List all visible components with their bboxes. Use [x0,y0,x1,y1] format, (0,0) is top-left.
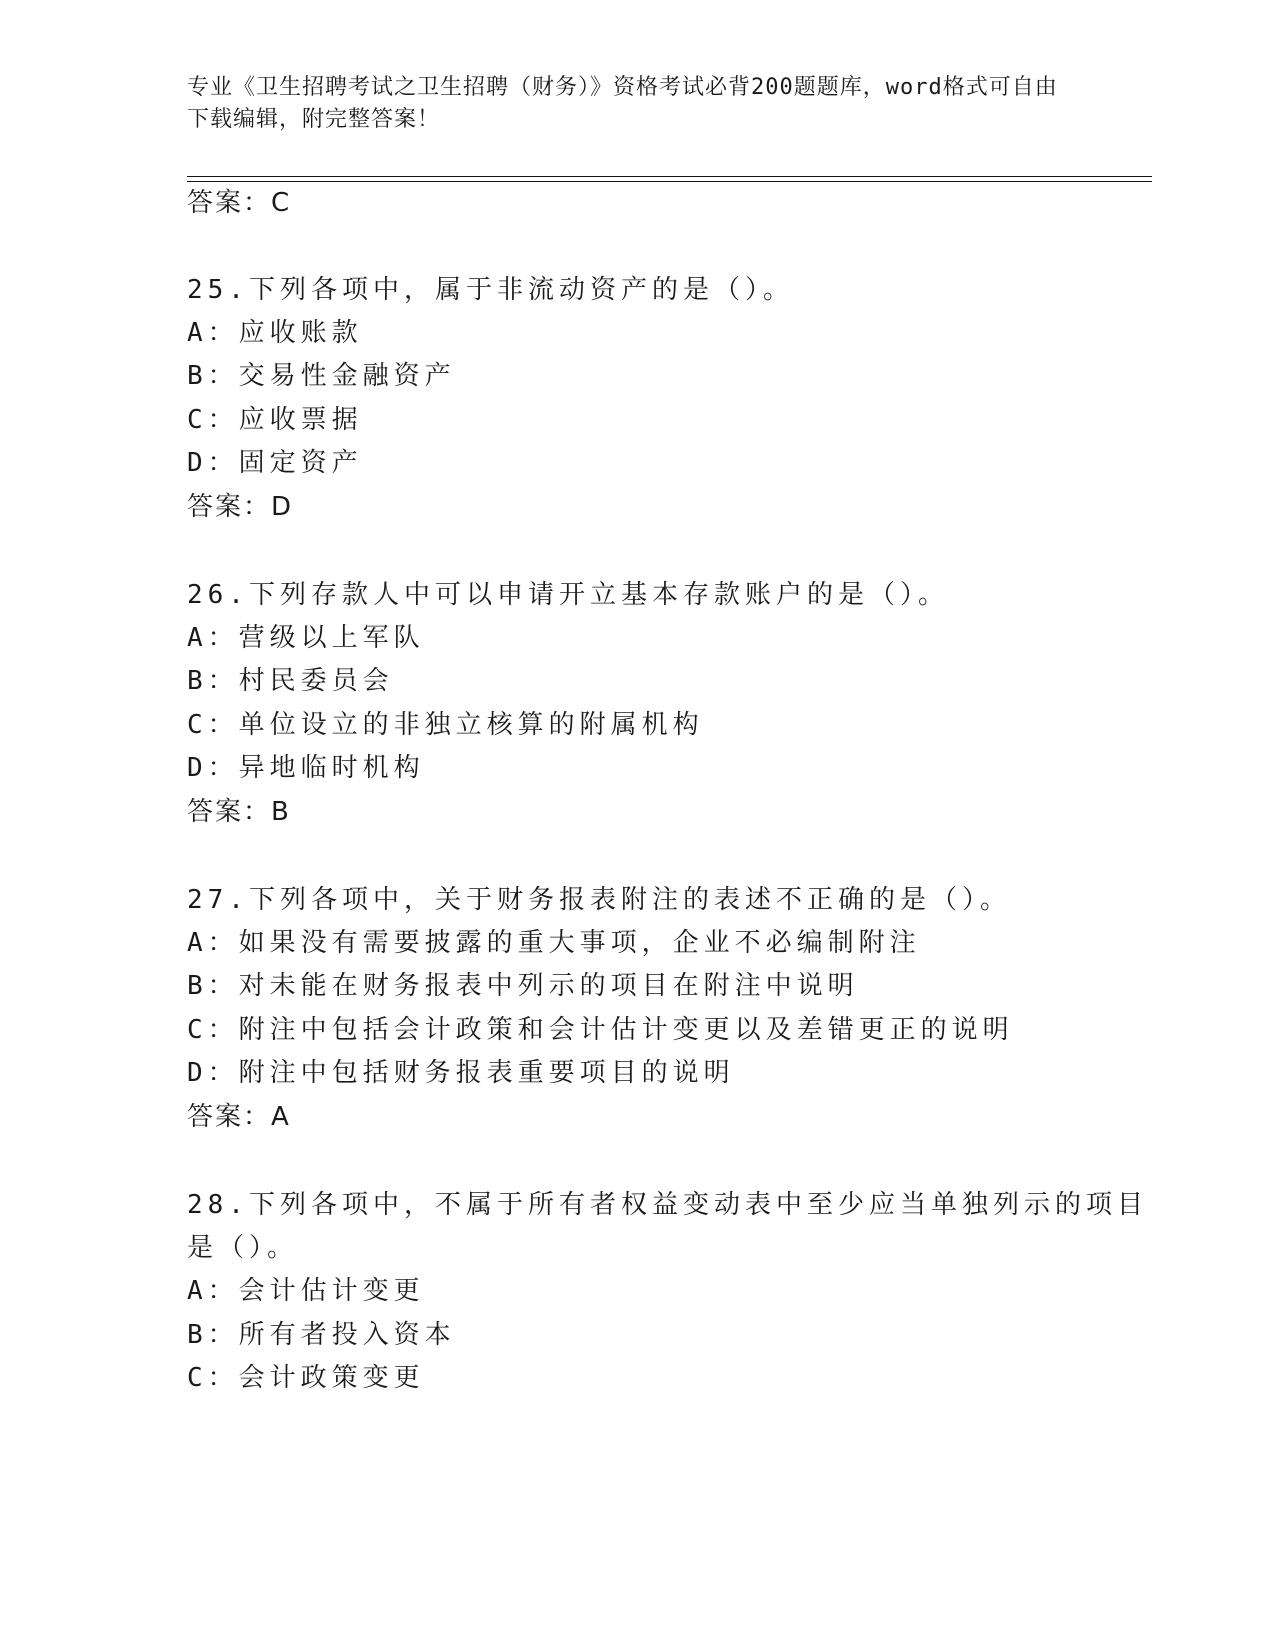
answer-24: 答案：C [187,188,292,218]
question-28-option-c: C：会计政策变更 [187,1363,425,1393]
question-26-option-b: B：村民委员会 [187,666,394,696]
question-25-option-d: D：固定资产 [187,448,363,478]
question-26-option-c: C：单位设立的非独立核算的附属机构 [187,710,704,740]
question-27-stem: 27.下列各项中，关于财务报表附注的表述不正确的是（）。 [187,885,1011,915]
question-25-option-c: C：应收票据 [187,405,363,435]
header-rule-top [187,176,1152,177]
question-27-option-c: C：附注中包括会计政策和会计估计变更以及差错更正的说明 [187,1015,1014,1045]
question-28-stem: 28.下列各项中，不属于所有者权益变动表中至少应当单独列示的项目 [187,1190,1148,1220]
question-26-stem: 26.下列存款人中可以申请开立基本存款账户的是（）。 [187,580,949,610]
answer-27: 答案：A [187,1102,291,1132]
question-25-stem: 25.下列各项中，属于非流动资产的是（）。 [187,275,794,305]
question-25-option-a: A：应收账款 [187,318,363,348]
question-27-option-b: B：对未能在财务报表中列示的项目在附注中说明 [187,971,859,1001]
question-26-option-a: A：营级以上军队 [187,623,425,653]
answer-26: 答案：B [187,797,291,827]
question-27-option-a: A：如果没有需要披露的重大事项，企业不必编制附注 [187,928,921,958]
question-27-option-d: D：附注中包括财务报表重要项目的说明 [187,1058,735,1088]
question-28-option-b: B：所有者投入资本 [187,1320,456,1350]
question-25-option-b: B：交易性金融资产 [187,361,456,391]
answer-25: 答案：D [187,492,294,522]
document-header: 专业《卫生招聘考试之卫生招聘（财务）》资格考试必背200题题库，word格式可自由下载编辑，附完整答案！ [187,75,1058,132]
header-rule-bottom [187,181,1152,182]
question-26-option-d: D：异地临时机构 [187,753,425,783]
question-28-option-a: A：会计估计变更 [187,1276,425,1306]
question-28-stem-continued: 是（）。 [187,1233,299,1263]
